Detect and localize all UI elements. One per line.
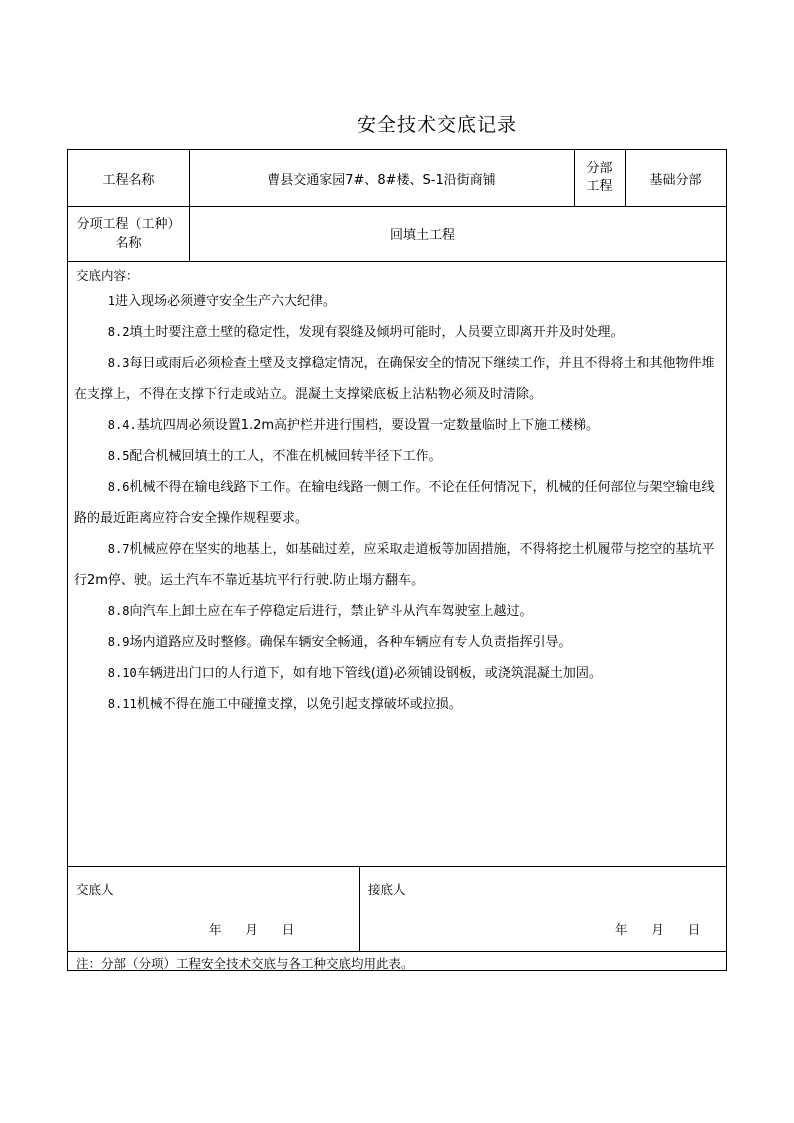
receiver-date — [615, 920, 700, 938]
content-item — [74, 317, 720, 348]
content-item — [74, 534, 720, 596]
content-item — [74, 689, 720, 720]
date-day: 日 — [687, 922, 701, 937]
item-number: 8.9 — [107, 635, 130, 649]
content-item — [74, 596, 720, 627]
disclosure-form — [67, 149, 727, 971]
division-value: 基础分部 — [649, 172, 702, 188]
division-label-line2: 工程 — [586, 179, 613, 194]
date-month: 月 — [651, 922, 664, 937]
item-text: 机械不得在施工中碰撞支撑，以免引起支撑破坏或拉损。 — [136, 697, 462, 712]
division-label-line1: 分部 — [586, 161, 613, 176]
subitem-value: 回填土工程 — [389, 228, 455, 243]
item-number: 8.6 — [107, 480, 130, 494]
item-text: 机械不得在输电线路下工作。在输电线路一侧工作。不论在任何情况下，机械的任何部位与架空输电线路的最近距离应符合安全操作规程要求。 — [74, 480, 715, 526]
content-item — [74, 286, 720, 317]
item-number: 8.3 — [107, 356, 130, 370]
project-name-value: 曹县交通家园7#、8#楼、S-1沿街商铺 — [267, 172, 496, 188]
item-number: 8.2 — [107, 325, 130, 339]
page-title: 安全技术交底记录 — [356, 114, 517, 136]
date-month: 月 — [245, 922, 258, 937]
item-number: 8.8 — [107, 604, 130, 618]
project-name-label: 工程名称 — [102, 172, 155, 188]
subitem-label-line1: 分项工程（工种） — [76, 216, 181, 232]
item-text: 配合机械回填土的工人，不准在机械回转半径下工作。 — [129, 449, 442, 464]
item-number: 8.11 — [107, 697, 137, 711]
content-item — [74, 472, 720, 534]
date-year: 年 — [209, 922, 222, 937]
receiver-label: 接底人 — [368, 882, 406, 897]
content-item — [74, 410, 720, 441]
item-text: 车辆进出门口的人行道下，如有地下管线(道)必须铺设钢板，或浇筑混凝土加固。 — [136, 666, 602, 681]
content-item — [74, 658, 720, 689]
row-divider — [68, 866, 726, 867]
item-text: 每日或雨后必须检查土壁及支撑稳定情况，在确保安全的情况下继续工作，并且不得将土和其他物件堆在支撑上，不得在支撑下行走或站立。混凝土支撑梁底板上沾粘物必须及时清除。 — [74, 356, 715, 402]
content-label: 交底内容： — [76, 268, 139, 283]
discloser-date — [209, 920, 294, 938]
footer-note: 注：分部（分项）工程安全技术交底与各工种交底均用此表。 — [76, 956, 414, 971]
item-text: 基坑四周必须设置1.2m高护栏并进行围档，要设置一定数量临时上下施工楼梯。 — [136, 418, 600, 433]
content-item — [74, 348, 720, 410]
content-items — [74, 286, 720, 720]
discloser-label: 交底人 — [76, 882, 114, 897]
item-number: 1 — [107, 294, 116, 308]
subitem-label-line2: 名称 — [115, 235, 142, 251]
content-item — [74, 441, 720, 472]
content-item — [74, 627, 720, 658]
item-text: 机械应停在坚实的地基上，如基础过差，应采取走道板等加固措施，不得将挖土机履带与挖空的基坑平行2m停、驶。运土汽车不靠近基坑平行行驶.防止塌方翻车。 — [74, 542, 715, 588]
date-day: 日 — [281, 922, 295, 937]
row-divider — [68, 951, 726, 952]
item-number: 8.10 — [107, 666, 137, 680]
division-label — [574, 150, 625, 206]
item-text: 进入现场必须遵守安全生产六大纪律。 — [115, 294, 337, 309]
item-number: 8.4. — [107, 418, 137, 432]
item-text: 向汽车上卸土应在车子停稳定后进行，禁止铲斗从汽车驾驶室上越过。 — [129, 604, 533, 619]
item-text: 场内道路应及时整修。确保车辆安全畅通，各种车辆应有专人负责指挥引导。 — [129, 635, 572, 650]
row-divider — [68, 261, 726, 262]
column-divider — [359, 866, 360, 951]
item-number: 8.7 — [107, 542, 130, 556]
subitem-label — [68, 206, 189, 261]
date-year: 年 — [615, 922, 628, 937]
item-number: 8.5 — [107, 449, 130, 463]
item-text: 填土时要注意土壁的稳定性，发现有裂缝及倾坍可能时，人员要立即离开并及时处理。 — [129, 325, 624, 340]
